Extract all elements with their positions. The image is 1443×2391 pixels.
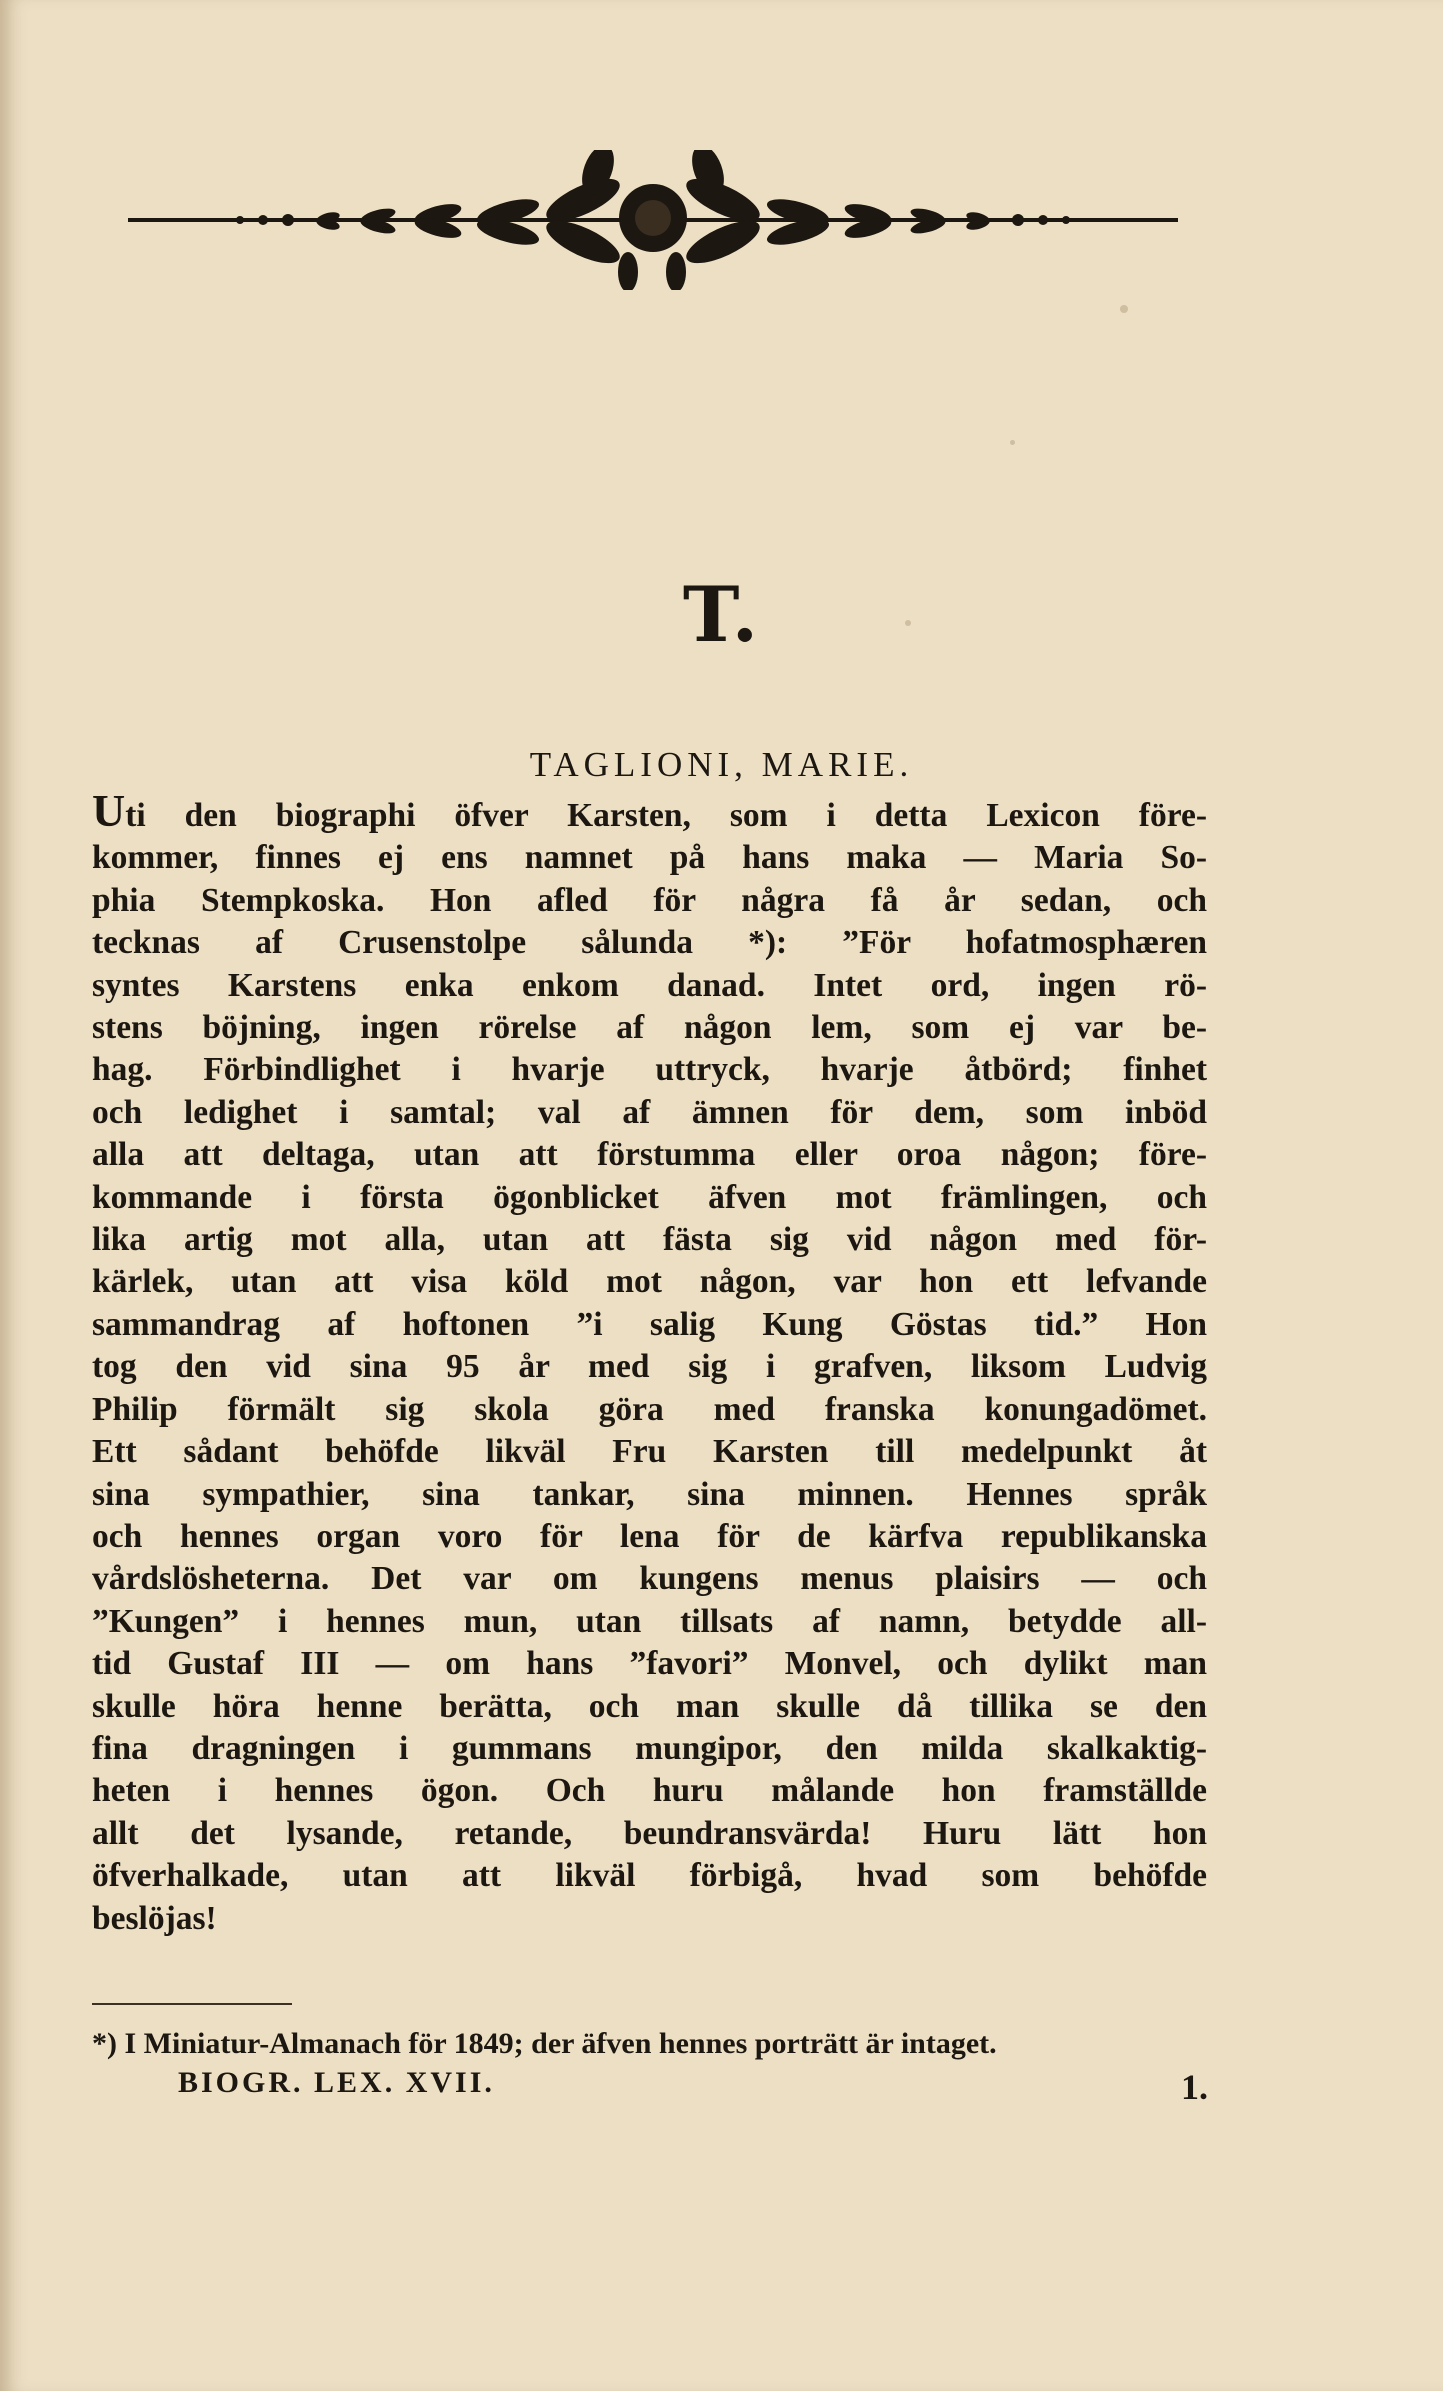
paper-speck	[905, 620, 911, 626]
body-line: phia Stempkoska. Hon afled för några få år sedan, och	[92, 881, 1207, 919]
body-line: beslöjas!	[92, 1899, 217, 1937]
body-line: tid Gustaf III — om hans ”favori” Monvel, och dylikt man	[92, 1645, 1207, 1683]
section-letter: T.	[682, 570, 761, 659]
body-line: vårdslösheterna. Det var om kungens menus plaisirs — och	[92, 1560, 1207, 1598]
body-line: och ledighet i samtal; val af ämnen för dem, som inböd	[92, 1093, 1207, 1131]
body-line: kärlek, utan att visa köld mot någon, var hon ett lefvande	[92, 1263, 1207, 1301]
footnote	[92, 2026, 1207, 2062]
footnote-divider	[92, 2003, 292, 2005]
article-body	[92, 785, 1207, 1940]
drop-cap: U	[92, 785, 126, 836]
body-line: Ett sådant behöfde likväl Fru Karsten till medelpunkt åt	[92, 1433, 1207, 1471]
body-line: sina sympathier, sina tankar, sina minnen. Hennes språk	[92, 1475, 1207, 1513]
body-line: ”Kungen” i hennes mun, utan tillsats af namn, betydde all-	[92, 1602, 1207, 1640]
body-line: öfverhalkade, utan att likväl förbigå, hvad som behöfde	[92, 1857, 1207, 1895]
body-line: Philip förmält sig skola göra med franska konungadömet.	[92, 1390, 1207, 1428]
sheet-number: 1.	[1181, 2067, 1208, 2107]
body-line	[92, 785, 1207, 837]
body-line: heten i hennes ögon. Och huru målande hon framställde	[92, 1772, 1207, 1810]
page-footer	[178, 2066, 1208, 2107]
body-line-text: ti den biographi öfver Karsten, som i detta Lexicon före-	[125, 797, 1207, 834]
body-line: alla att deltaga, utan att förstumma eller oroa någon; före-	[92, 1136, 1207, 1174]
body-line: allt det lysande, retande, beundransvärda! Huru lätt hon	[92, 1814, 1207, 1852]
body-line: hag. Förbindlighet i hvarje uttryck, hvarje åtbörd; finhet	[92, 1051, 1207, 1089]
body-line: skulle höra henne berätta, och man skulle då tillika se den	[92, 1687, 1207, 1725]
body-line: lika artig mot alla, utan att fästa sig vid någon med för-	[92, 1221, 1207, 1259]
body-line: kommer, finnes ej ens namnet på hans maka — Maria So-	[92, 839, 1207, 877]
paper-speck	[1120, 305, 1128, 313]
floral-ornament-icon	[128, 150, 1178, 290]
body-line: sammandrag af hoftonen ”i salig Kung Göstas tid.” Hon	[92, 1305, 1207, 1343]
paper-speck	[1010, 440, 1015, 445]
signature-mark: BIOGR. LEX. XVII.	[178, 2066, 495, 2099]
body-line: tog den vid sina 95 år med sig i grafven, liksom Ludvig	[92, 1348, 1207, 1386]
body-line: syntes Karstens enka enkom danad. Intet ord, ingen rö-	[92, 966, 1207, 1004]
body-line: tecknas af Crusenstolpe sålunda *): ”För hofatmosphæren	[92, 924, 1207, 962]
body-line: fina dragningen i gummans mungipor, den milda skalkaktig-	[92, 1729, 1207, 1767]
footnote-text: I Miniatur-Almanach för 1849; der äfven hennes porträtt är intaget.	[124, 2027, 997, 2060]
body-line: och hennes organ voro för lena för de kärfva republikanska	[92, 1517, 1207, 1555]
body-line: stens böjning, ingen rörelse af någon lem, som ej var be-	[92, 1009, 1207, 1047]
footnote-marker: *)	[92, 2027, 117, 2060]
article-title: TAGLIONI, MARIE.	[529, 745, 914, 784]
body-line: kommande i första ögonblicket äfven mot främlingen, och	[92, 1178, 1207, 1216]
